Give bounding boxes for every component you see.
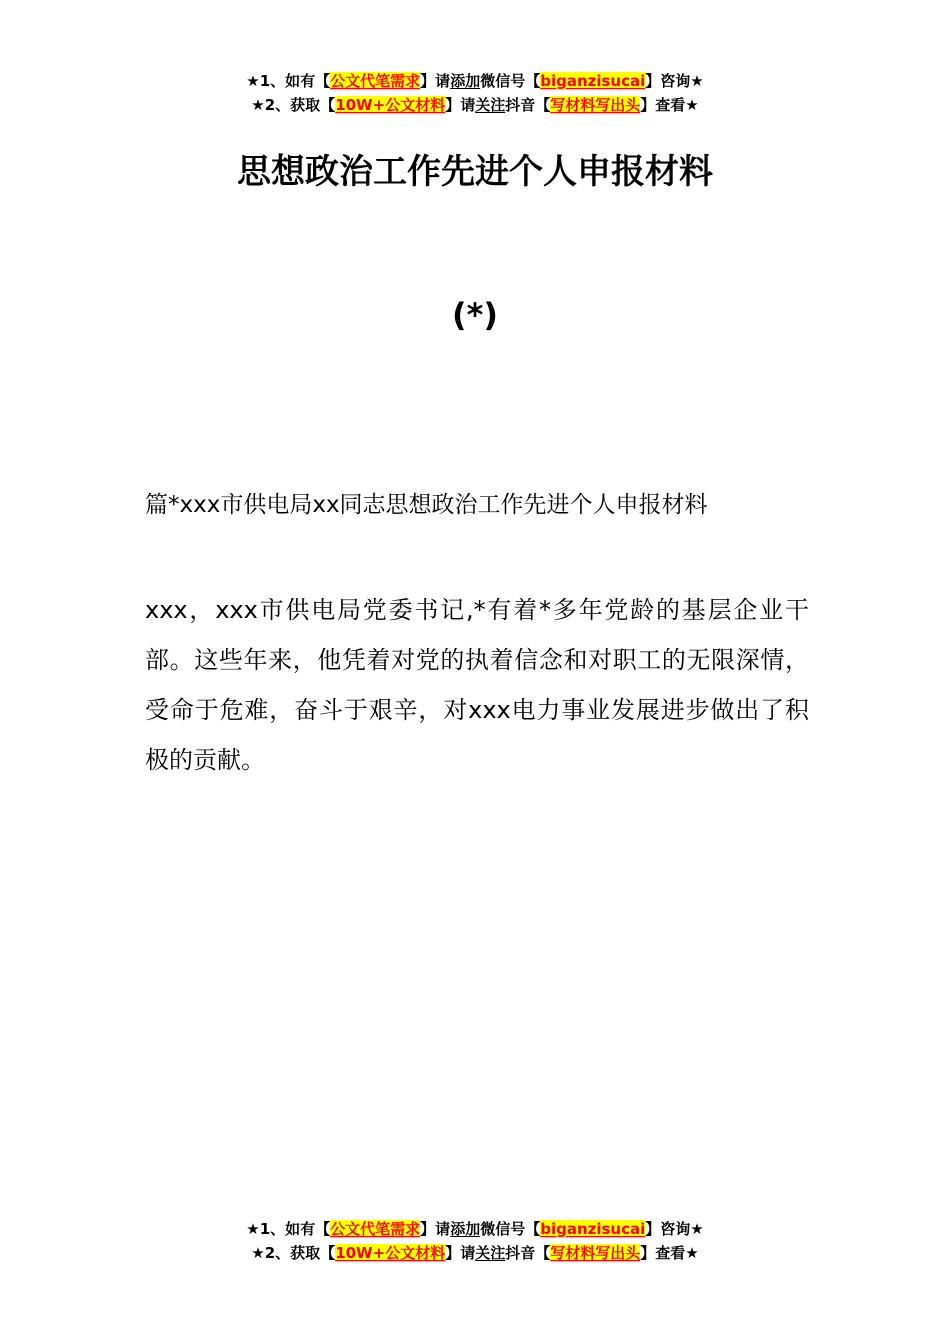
promo-line-1	[0, 69, 950, 93]
promo-line-2-action: 关注	[475, 96, 506, 114]
promo-line-1-action: 添加	[450, 72, 481, 90]
promo-line-1-prefix: ★1、如有【	[246, 1220, 331, 1238]
promo-line-2-middle: 】请	[445, 96, 476, 114]
promo-line-2	[0, 1241, 950, 1265]
document-title: 思想政治工作先进个人申报材料	[237, 152, 713, 192]
promo-line-1-middle-2: 微信号【	[480, 72, 541, 90]
promo-banner-bottom	[0, 1217, 950, 1265]
promo-line-2-account-name: 写材料写出头	[550, 96, 641, 114]
promo-line-2-middle: 】请	[445, 1244, 476, 1262]
promo-line-1-middle-2: 微信号【	[480, 1220, 541, 1238]
promo-line-2	[0, 93, 950, 117]
promo-line-1-wechat-id: biganzisucai	[540, 1220, 646, 1238]
promo-line-2-materials-highlight: 10W+公文材料	[335, 1244, 446, 1262]
promo-banner-top	[0, 69, 950, 117]
promo-line-1-middle: 】请	[420, 72, 451, 90]
promo-line-1	[0, 1217, 950, 1241]
promo-line-2-prefix: ★2、获取【	[251, 1244, 336, 1262]
document-subtitle: (*)	[452, 296, 498, 334]
promo-line-1-wechat-id: biganzisucai	[540, 72, 646, 90]
promo-line-1-action: 添加	[450, 1220, 481, 1238]
promo-line-2-middle-2: 抖音【	[505, 96, 551, 114]
promo-line-2-materials-highlight: 10W+公文材料	[335, 96, 446, 114]
promo-line-2-middle-2: 抖音【	[505, 1244, 551, 1262]
promo-line-2-action: 关注	[475, 1244, 506, 1262]
promo-line-2-suffix: 】查看★	[640, 96, 699, 114]
promo-line-1-service-highlight: 公文代笔需求	[330, 72, 421, 90]
promo-line-1-suffix: 】咨询★	[645, 1220, 704, 1238]
promo-line-1-suffix: 】咨询★	[645, 72, 704, 90]
promo-line-1-prefix: ★1、如有【	[246, 72, 331, 90]
promo-line-1-service-highlight: 公文代笔需求	[330, 1220, 421, 1238]
promo-line-2-account-name: 写材料写出头	[550, 1244, 641, 1262]
promo-line-1-middle: 】请	[420, 1220, 451, 1238]
article-heading: 篇*xxx市供电局xx同志思想政治工作先进个人申报材料	[145, 492, 708, 518]
promo-line-2-suffix: 】查看★	[640, 1244, 699, 1262]
promo-line-2-prefix: ★2、获取【	[251, 96, 336, 114]
article-body-paragraph: xxx，xxx市供电局党委书记,*有着*多年党龄的基层企业干部。这些年来，他凭着对党的执着信念和对职工的无限深情，受命于危难，奋斗于艰辛，对xxx电力事业发展进步做出了积极的贡献。	[145, 596, 809, 774]
